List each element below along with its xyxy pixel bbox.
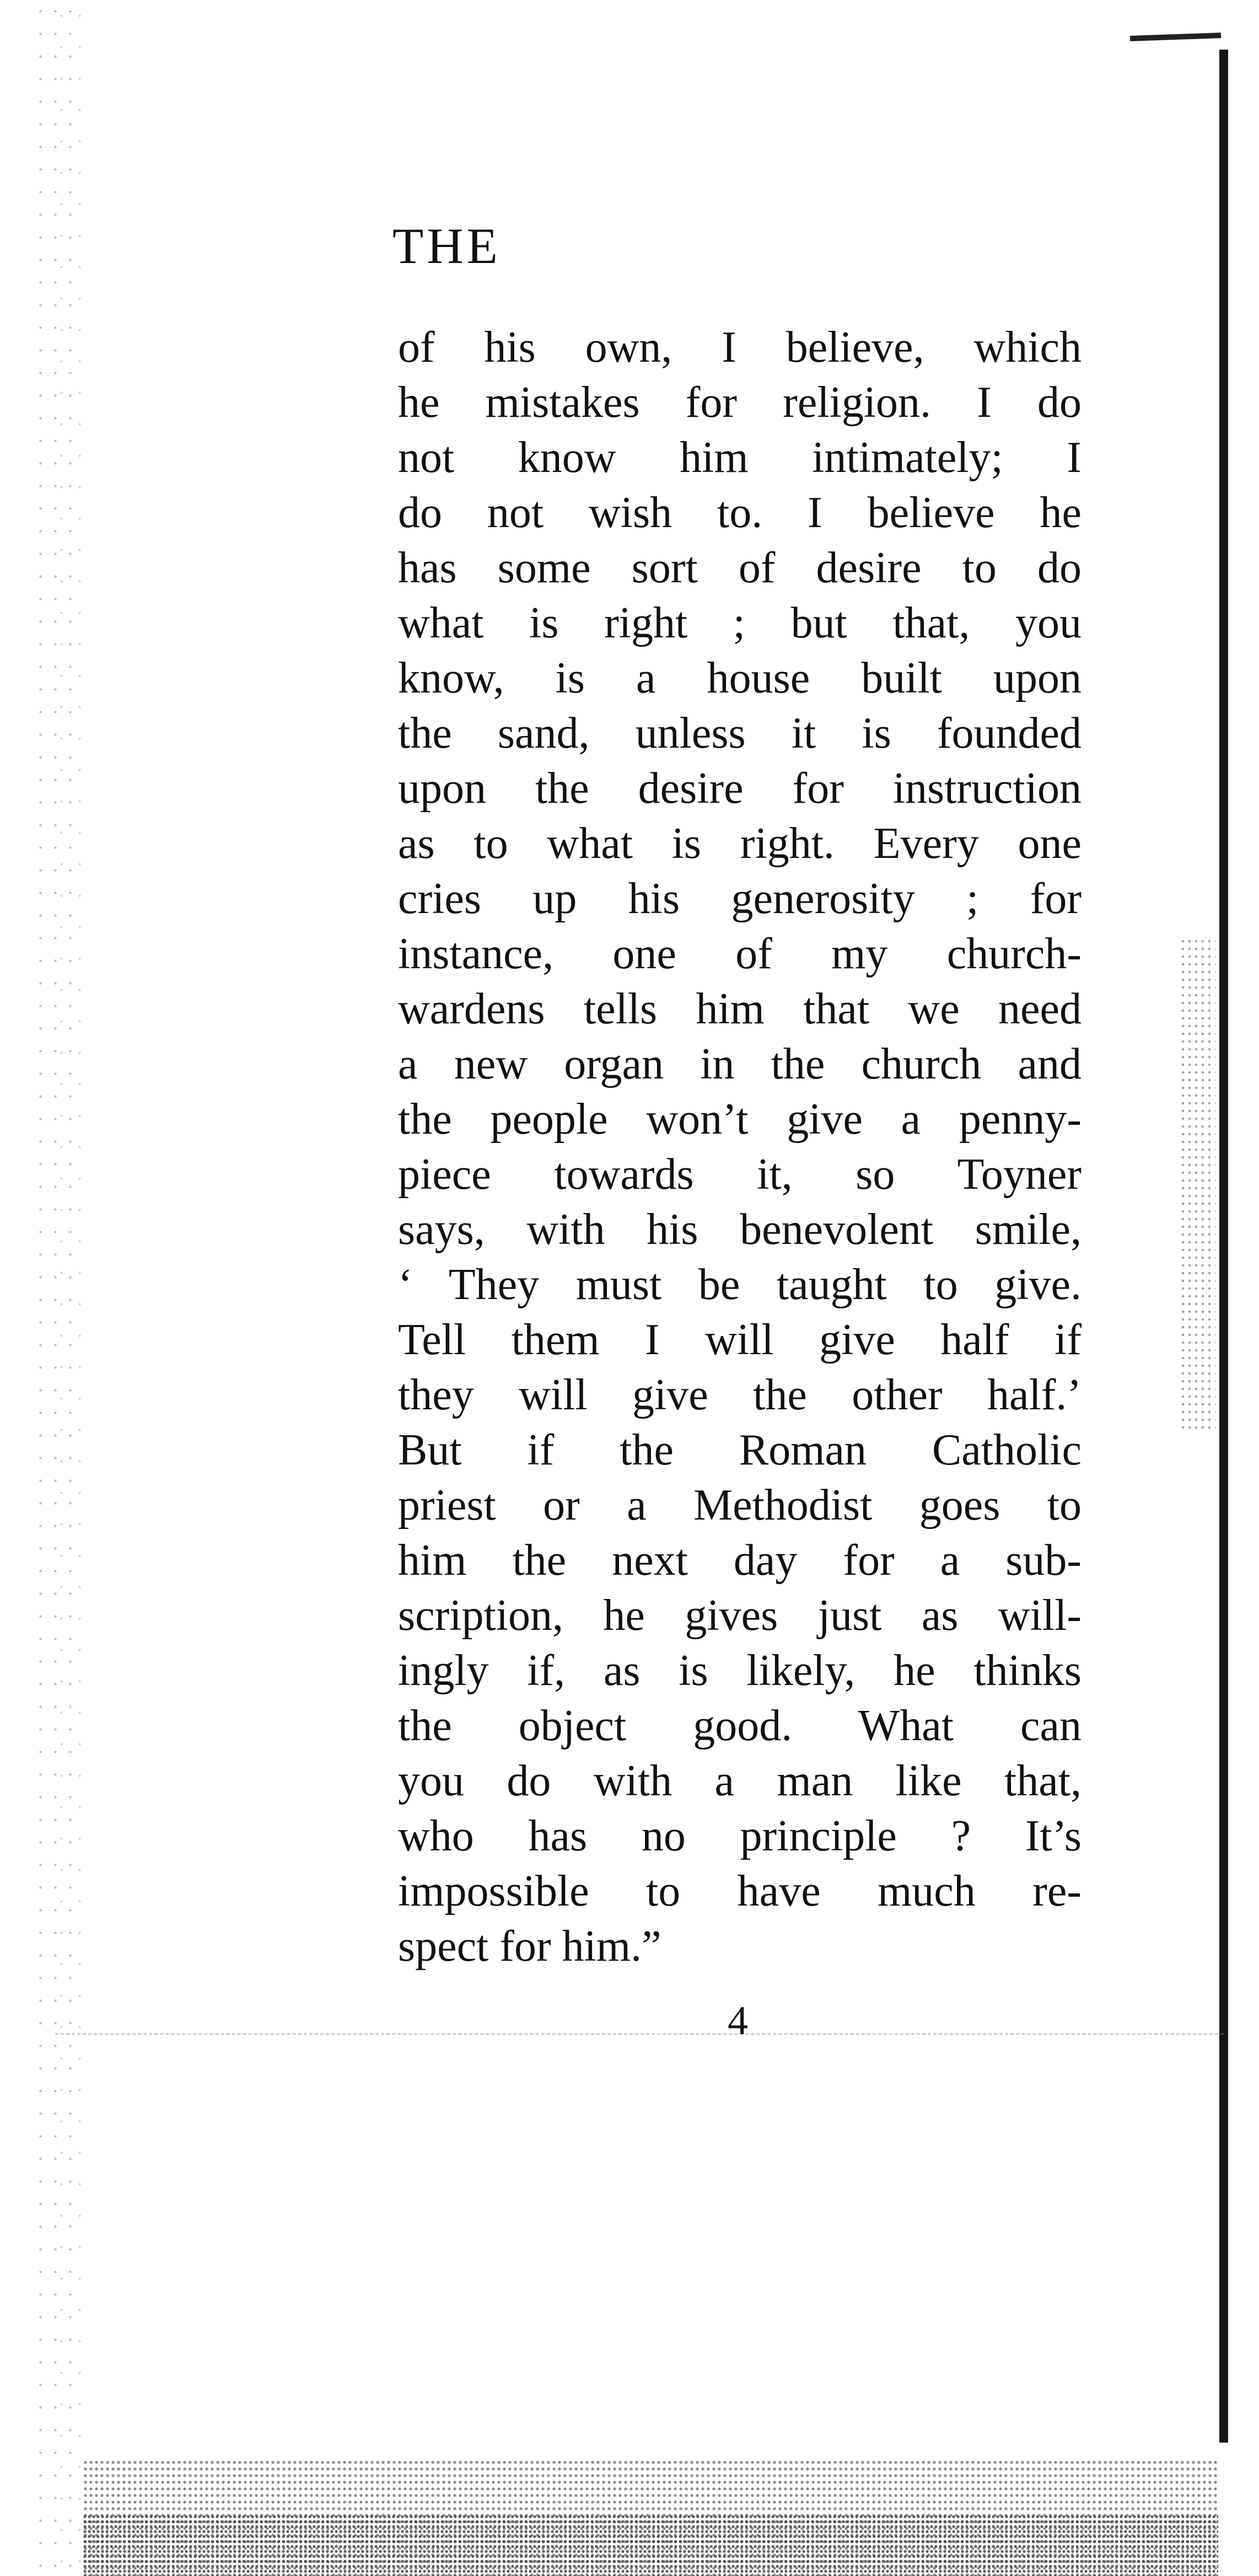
left-margin-speckle-secondary bbox=[52, 0, 91, 2576]
text-line: they will give the other half.’ bbox=[398, 1371, 1082, 1419]
text-line: piece towards it, so Toyner bbox=[398, 1150, 1082, 1199]
text-line: has some sort of desire to do bbox=[398, 544, 1082, 592]
binding-edge bbox=[1219, 50, 1228, 2443]
text-line: instance, one of my church- bbox=[398, 930, 1082, 978]
text-line: ingly if, as is likely, he thinks bbox=[398, 1646, 1082, 1695]
bottom-edge-speckle-dense bbox=[83, 2514, 1218, 2576]
text-line: the object good. What can bbox=[398, 1702, 1082, 1750]
text-line: impossible to have much re- bbox=[398, 1867, 1082, 1915]
text-line: who has no principle ? It’s bbox=[398, 1812, 1082, 1860]
page-number: 4 bbox=[728, 1998, 748, 2043]
body-text bbox=[398, 320, 1082, 1974]
text-line: what is right ; but that, you bbox=[398, 599, 1082, 647]
text-line: the sand, unless it is founded bbox=[398, 709, 1082, 758]
right-margin-speckle bbox=[1180, 937, 1215, 1434]
text-line: priest or a Methodist goes to bbox=[398, 1481, 1082, 1530]
text-line: as to what is right. Every one bbox=[398, 819, 1082, 868]
running-head: THE bbox=[392, 218, 501, 274]
text-line: he mistakes for religion. I do bbox=[398, 378, 1082, 427]
text-line: ‘ They must be taught to give. bbox=[398, 1260, 1082, 1309]
fold-line bbox=[55, 2033, 1224, 2035]
text-line: Tell them I will give half if bbox=[398, 1316, 1082, 1364]
text-line: But if the Roman Catholic bbox=[398, 1426, 1082, 1474]
text-line: of his own, I believe, which bbox=[398, 323, 1082, 372]
text-line: wardens tells him that we need bbox=[398, 985, 1082, 1033]
text-line: says, with his benevolent smile, bbox=[398, 1205, 1082, 1254]
text-line: the people won’t give a penny- bbox=[398, 1095, 1082, 1144]
text-line: you do with a man like that, bbox=[398, 1757, 1082, 1805]
text-line: him the next day for a sub- bbox=[398, 1536, 1082, 1585]
text-line: cries up his generosity ; for bbox=[398, 874, 1082, 923]
text-line: scription, he gives just as will- bbox=[398, 1591, 1082, 1640]
text-line: a new organ in the church and bbox=[398, 1040, 1082, 1088]
text-line: upon the desire for instruction bbox=[398, 764, 1082, 813]
text-line: do not wish to. I believe he bbox=[398, 489, 1082, 537]
text-line: know, is a house built upon bbox=[398, 654, 1082, 702]
text-line: spect for him.” bbox=[398, 1922, 661, 1971]
binding-edge-top bbox=[1130, 33, 1221, 41]
text-line: not know him intimately; I bbox=[398, 433, 1082, 482]
